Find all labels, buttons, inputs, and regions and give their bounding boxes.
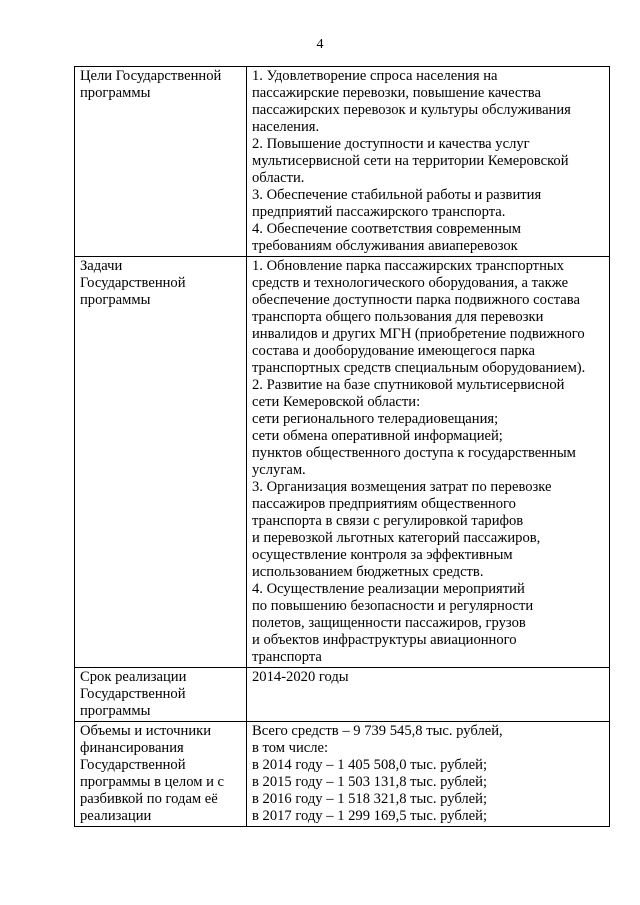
label-line: разбивкой по годам её	[80, 791, 218, 807]
content-line: населения.	[252, 119, 320, 135]
content-line: использованием бюджетных средств.	[252, 564, 484, 580]
content-line: и перевозкой льготных категорий пассажиров,	[252, 530, 541, 546]
program-passport-table	[74, 66, 610, 827]
content-line: 1. Обновление парка пассажирских транспортных	[252, 258, 564, 274]
label-line: реализации	[80, 808, 152, 824]
label-line: Срок реализации	[80, 669, 187, 685]
page-number: 4	[316, 37, 324, 52]
row-content-cell	[247, 257, 610, 668]
content-line: сети регионального телерадиовещания;	[252, 411, 499, 427]
content-line: 2014-2020 годы	[252, 669, 349, 685]
content-line: транспорта в связи с регулировкой тарифов	[252, 513, 524, 529]
label-line: Государственной	[80, 757, 186, 773]
label-line: Государственной	[80, 275, 186, 291]
content-line: в 2015 году – 1 503 131,8 тыс. рублей;	[252, 774, 488, 790]
label-line: Объемы и источники	[80, 723, 212, 739]
content-line: мультисервисной сети на территории Кемеровской	[252, 153, 569, 169]
label-line: программы в целом и с	[80, 774, 225, 790]
content-line: пассажиров предприятиям общественного	[252, 496, 516, 512]
label-line: Задачи	[80, 258, 123, 274]
table-body	[75, 67, 610, 827]
row-tasks	[75, 257, 610, 668]
row-label-cell	[75, 668, 247, 722]
content-line: пунктов общественного доступа к государственным	[252, 445, 576, 461]
content-line: осуществление контроля за эффективным	[252, 547, 513, 563]
row-goals	[75, 67, 610, 257]
content-line: в 2016 году – 1 518 321,8 тыс. рублей;	[252, 791, 488, 807]
label-line: программы	[80, 703, 151, 719]
content-line: транспорта общего пользования для перевозки	[252, 309, 544, 325]
content-line: области.	[252, 170, 305, 186]
content-line: в 2014 году – 1 405 508,0 тыс. рублей;	[252, 757, 488, 773]
content-line: сети Кемеровской области:	[252, 394, 421, 410]
row-funding	[75, 722, 610, 827]
content-line: и объектов инфраструктуры авиационного	[252, 632, 517, 648]
content-line: услугам.	[252, 462, 306, 478]
content-line: состава и дооборудование имеющегося парка	[252, 343, 535, 359]
label-line: финансирования	[80, 740, 184, 756]
content-line: транспортных средств специальным оборудованием).	[252, 360, 586, 376]
content-line: требованиям обслуживания авиаперевозок	[252, 238, 518, 254]
content-line: 2. Повышение доступности и качества услуг	[252, 136, 530, 152]
content-line: по повышению безопасности и регулярности	[252, 598, 534, 614]
content-line: пассажирские перевозки, повышение качества	[252, 85, 541, 101]
content-line: сети обмена оперативной информацией;	[252, 428, 503, 444]
content-line: пассажирских перевозок и культуры обслуживания	[252, 102, 571, 118]
content-line: 3. Обеспечение стабильной работы и развития	[252, 187, 542, 203]
content-line: средств и технологического оборудования, а также	[252, 275, 569, 291]
row-content-cell	[247, 67, 610, 257]
content-line: 1. Удовлетворение спроса населения на	[252, 68, 498, 84]
content-line: 4. Обеспечение соответствия современным	[252, 221, 521, 237]
label-line: Государственной	[80, 686, 186, 702]
row-content-cell	[247, 668, 610, 722]
row-label-cell	[75, 722, 247, 827]
content-line: 4. Осуществление реализации мероприятий	[252, 581, 525, 597]
content-line: полетов, защищенности пассажиров, грузов	[252, 615, 526, 631]
row-period	[75, 668, 610, 722]
label-line: Цели Государственной	[80, 68, 222, 84]
content-line: транспорта	[252, 649, 322, 665]
label-line: программы	[80, 292, 151, 308]
content-line: 3. Организация возмещения затрат по перевозке	[252, 479, 552, 495]
content-line: инвалидов и других МГН (приобретение подвижного	[252, 326, 585, 342]
content-line: обеспечение доступности парка подвижного состава	[252, 292, 580, 308]
content-line: 2. Развитие на базе спутниковой мультисервисной	[252, 377, 565, 393]
row-content-cell	[247, 722, 610, 827]
content-line: в 2017 году – 1 299 169,5 тыс. рублей;	[252, 808, 488, 824]
label-line: программы	[80, 85, 151, 101]
row-label-cell	[75, 257, 247, 668]
row-label-cell	[75, 67, 247, 257]
content-line: в том числе:	[252, 740, 329, 756]
content-line: предприятий пассажирского транспорта.	[252, 204, 506, 220]
content-line: Всего средств – 9 739 545,8 тыс. рублей,	[252, 723, 503, 739]
